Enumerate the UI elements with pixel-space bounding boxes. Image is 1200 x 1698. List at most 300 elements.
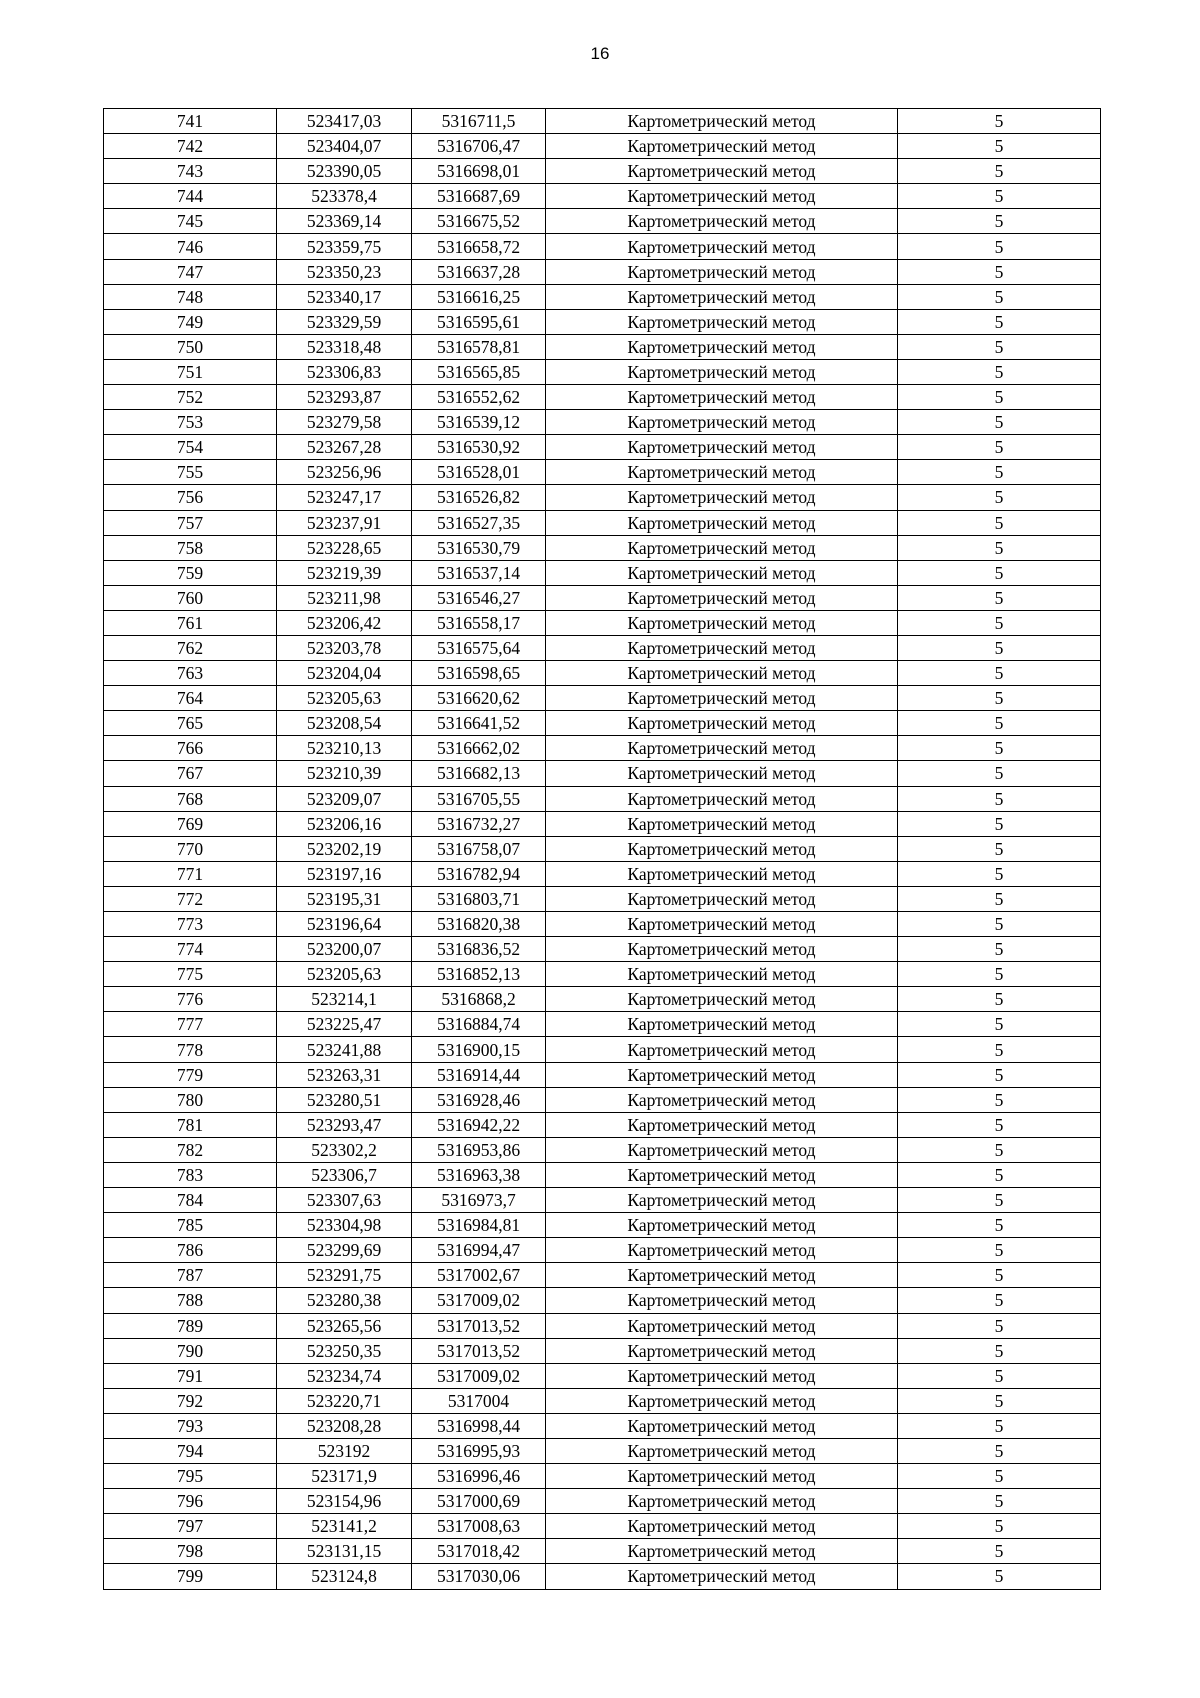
accuracy-cell: 5 [898, 761, 1101, 786]
y-coordinate-cell: 5316528,01 [412, 460, 546, 485]
table-row [104, 886, 1101, 911]
point-number-cell: 760 [104, 585, 277, 610]
method-cell: Картометрический метод [546, 610, 898, 635]
y-coordinate-cell: 5317013,52 [412, 1313, 546, 1338]
table-row [104, 1413, 1101, 1438]
table-row [104, 1313, 1101, 1338]
table-row [104, 661, 1101, 686]
point-number-cell: 756 [104, 485, 277, 510]
table-row [104, 736, 1101, 761]
y-coordinate-cell: 5316537,14 [412, 560, 546, 585]
accuracy-cell: 5 [898, 962, 1101, 987]
table-row [104, 334, 1101, 359]
y-coordinate-cell: 5317018,42 [412, 1539, 546, 1564]
y-coordinate-cell: 5316552,62 [412, 385, 546, 410]
table-row [104, 1489, 1101, 1514]
table-row [104, 811, 1101, 836]
y-coordinate-cell: 5316820,38 [412, 912, 546, 937]
x-coordinate-cell: 523214,1 [277, 987, 412, 1012]
y-coordinate-cell: 5316530,92 [412, 435, 546, 460]
table-row [104, 836, 1101, 861]
accuracy-cell: 5 [898, 259, 1101, 284]
method-cell: Картометрический метод [546, 234, 898, 259]
x-coordinate-cell: 523131,15 [277, 1539, 412, 1564]
y-coordinate-cell: 5316539,12 [412, 410, 546, 435]
point-number-cell: 793 [104, 1413, 277, 1438]
point-number-cell: 763 [104, 661, 277, 686]
y-coordinate-cell: 5317009,02 [412, 1363, 546, 1388]
point-number-cell: 774 [104, 937, 277, 962]
point-number-cell: 780 [104, 1087, 277, 1112]
point-number-cell: 768 [104, 786, 277, 811]
y-coordinate-cell: 5316984,81 [412, 1213, 546, 1238]
method-cell: Картометрический метод [546, 585, 898, 610]
accuracy-cell: 5 [898, 1288, 1101, 1313]
x-coordinate-cell: 523291,75 [277, 1263, 412, 1288]
table-row [104, 937, 1101, 962]
accuracy-cell: 5 [898, 1137, 1101, 1162]
table-row [104, 560, 1101, 585]
x-coordinate-cell: 523263,31 [277, 1062, 412, 1087]
method-cell: Картометрический метод [546, 962, 898, 987]
accuracy-cell: 5 [898, 836, 1101, 861]
x-coordinate-cell: 523220,71 [277, 1388, 412, 1413]
table-row [104, 510, 1101, 535]
accuracy-cell: 5 [898, 485, 1101, 510]
y-coordinate-cell: 5317009,02 [412, 1288, 546, 1313]
x-coordinate-cell: 523267,28 [277, 435, 412, 460]
table-row [104, 485, 1101, 510]
table-row [104, 1213, 1101, 1238]
accuracy-cell: 5 [898, 1087, 1101, 1112]
x-coordinate-cell: 523196,64 [277, 912, 412, 937]
point-number-cell: 775 [104, 962, 277, 987]
x-coordinate-cell: 523205,63 [277, 686, 412, 711]
method-cell: Картометрический метод [546, 309, 898, 334]
method-cell: Картометрический метод [546, 159, 898, 184]
x-coordinate-cell: 523306,83 [277, 359, 412, 384]
y-coordinate-cell: 5316682,13 [412, 761, 546, 786]
accuracy-cell: 5 [898, 1037, 1101, 1062]
method-cell: Картометрический метод [546, 1188, 898, 1213]
point-number-cell: 790 [104, 1338, 277, 1363]
method-cell: Картометрический метод [546, 209, 898, 234]
table-row [104, 1388, 1101, 1413]
table-row [104, 460, 1101, 485]
accuracy-cell: 5 [898, 1388, 1101, 1413]
accuracy-cell: 5 [898, 560, 1101, 585]
accuracy-cell: 5 [898, 284, 1101, 309]
method-cell: Картометрический метод [546, 1388, 898, 1413]
table-row [104, 1288, 1101, 1313]
table-row [104, 1564, 1101, 1589]
table-row [104, 359, 1101, 384]
accuracy-cell: 5 [898, 585, 1101, 610]
accuracy-cell: 5 [898, 184, 1101, 209]
x-coordinate-cell: 523211,98 [277, 585, 412, 610]
table-row [104, 912, 1101, 937]
y-coordinate-cell: 5317030,06 [412, 1564, 546, 1589]
y-coordinate-cell: 5316575,64 [412, 635, 546, 660]
y-coordinate-cell: 5316706,47 [412, 134, 546, 159]
point-number-cell: 743 [104, 159, 277, 184]
table-row [104, 259, 1101, 284]
method-cell: Картометрический метод [546, 1313, 898, 1338]
y-coordinate-cell: 5316803,71 [412, 886, 546, 911]
point-number-cell: 782 [104, 1137, 277, 1162]
y-coordinate-cell: 5316836,52 [412, 937, 546, 962]
table-row [104, 1464, 1101, 1489]
method-cell: Картометрический метод [546, 886, 898, 911]
table-row [104, 1539, 1101, 1564]
table-row [104, 1062, 1101, 1087]
table-row [104, 109, 1101, 134]
method-cell: Картометрический метод [546, 1012, 898, 1037]
point-number-cell: 786 [104, 1238, 277, 1263]
table-row [104, 209, 1101, 234]
y-coordinate-cell: 5316526,82 [412, 485, 546, 510]
x-coordinate-cell: 523195,31 [277, 886, 412, 911]
accuracy-cell: 5 [898, 987, 1101, 1012]
table-row [104, 761, 1101, 786]
point-number-cell: 798 [104, 1539, 277, 1564]
method-cell: Картометрический метод [546, 1514, 898, 1539]
accuracy-cell: 5 [898, 736, 1101, 761]
coordinates-table [103, 108, 1101, 1590]
point-number-cell: 779 [104, 1062, 277, 1087]
method-cell: Картометрический метод [546, 259, 898, 284]
accuracy-cell: 5 [898, 1263, 1101, 1288]
y-coordinate-cell: 5316637,28 [412, 259, 546, 284]
y-coordinate-cell: 5316868,2 [412, 987, 546, 1012]
point-number-cell: 742 [104, 134, 277, 159]
point-number-cell: 789 [104, 1313, 277, 1338]
method-cell: Картометрический метод [546, 1162, 898, 1187]
table-row [104, 1137, 1101, 1162]
method-cell: Картометрический метод [546, 535, 898, 560]
accuracy-cell: 5 [898, 1112, 1101, 1137]
method-cell: Картометрический метод [546, 711, 898, 736]
point-number-cell: 757 [104, 510, 277, 535]
table-row [104, 1338, 1101, 1363]
point-number-cell: 776 [104, 987, 277, 1012]
table-row [104, 1162, 1101, 1187]
x-coordinate-cell: 523200,07 [277, 937, 412, 962]
point-number-cell: 791 [104, 1363, 277, 1388]
method-cell: Картометрический метод [546, 1564, 898, 1589]
method-cell: Картометрический метод [546, 184, 898, 209]
x-coordinate-cell: 523234,74 [277, 1363, 412, 1388]
method-cell: Картометрический метод [546, 761, 898, 786]
table-row [104, 309, 1101, 334]
x-coordinate-cell: 523197,16 [277, 861, 412, 886]
point-number-cell: 777 [104, 1012, 277, 1037]
point-number-cell: 745 [104, 209, 277, 234]
accuracy-cell: 5 [898, 1162, 1101, 1187]
x-coordinate-cell: 523280,51 [277, 1087, 412, 1112]
x-coordinate-cell: 523390,05 [277, 159, 412, 184]
accuracy-cell: 5 [898, 1539, 1101, 1564]
accuracy-cell: 5 [898, 410, 1101, 435]
x-coordinate-cell: 523302,2 [277, 1137, 412, 1162]
point-number-cell: 755 [104, 460, 277, 485]
point-number-cell: 744 [104, 184, 277, 209]
accuracy-cell: 5 [898, 460, 1101, 485]
table-row [104, 610, 1101, 635]
x-coordinate-cell: 523141,2 [277, 1514, 412, 1539]
table-row [104, 1363, 1101, 1388]
accuracy-cell: 5 [898, 1464, 1101, 1489]
point-number-cell: 788 [104, 1288, 277, 1313]
y-coordinate-cell: 5316711,5 [412, 109, 546, 134]
table-row [104, 535, 1101, 560]
y-coordinate-cell: 5316658,72 [412, 234, 546, 259]
method-cell: Картометрический метод [546, 560, 898, 585]
table-row [104, 284, 1101, 309]
accuracy-cell: 5 [898, 109, 1101, 134]
point-number-cell: 767 [104, 761, 277, 786]
table-row [104, 987, 1101, 1012]
x-coordinate-cell: 523417,03 [277, 109, 412, 134]
method-cell: Картометрический метод [546, 635, 898, 660]
method-cell: Картометрический метод [546, 1062, 898, 1087]
method-cell: Картометрический метод [546, 736, 898, 761]
table-row [104, 1514, 1101, 1539]
point-number-cell: 773 [104, 912, 277, 937]
x-coordinate-cell: 523306,7 [277, 1162, 412, 1187]
method-cell: Картометрический метод [546, 937, 898, 962]
point-number-cell: 771 [104, 861, 277, 886]
y-coordinate-cell: 5316973,7 [412, 1188, 546, 1213]
accuracy-cell: 5 [898, 610, 1101, 635]
x-coordinate-cell: 523124,8 [277, 1564, 412, 1589]
y-coordinate-cell: 5316620,62 [412, 686, 546, 711]
y-coordinate-cell: 5316595,61 [412, 309, 546, 334]
x-coordinate-cell: 523241,88 [277, 1037, 412, 1062]
point-number-cell: 747 [104, 259, 277, 284]
point-number-cell: 769 [104, 811, 277, 836]
x-coordinate-cell: 523210,39 [277, 761, 412, 786]
accuracy-cell: 5 [898, 359, 1101, 384]
method-cell: Картометрический метод [546, 1413, 898, 1438]
accuracy-cell: 5 [898, 1012, 1101, 1037]
x-coordinate-cell: 523208,28 [277, 1413, 412, 1438]
table-row [104, 1112, 1101, 1137]
y-coordinate-cell: 5316732,27 [412, 811, 546, 836]
accuracy-cell: 5 [898, 510, 1101, 535]
point-number-cell: 796 [104, 1489, 277, 1514]
x-coordinate-cell: 523293,87 [277, 385, 412, 410]
y-coordinate-cell: 5316995,93 [412, 1438, 546, 1463]
point-number-cell: 785 [104, 1213, 277, 1238]
x-coordinate-cell: 523225,47 [277, 1012, 412, 1037]
x-coordinate-cell: 523378,4 [277, 184, 412, 209]
table-row [104, 1238, 1101, 1263]
y-coordinate-cell: 5316705,55 [412, 786, 546, 811]
point-number-cell: 764 [104, 686, 277, 711]
x-coordinate-cell: 523256,96 [277, 460, 412, 485]
accuracy-cell: 5 [898, 435, 1101, 460]
y-coordinate-cell: 5317002,67 [412, 1263, 546, 1288]
x-coordinate-cell: 523359,75 [277, 234, 412, 259]
y-coordinate-cell: 5316687,69 [412, 184, 546, 209]
method-cell: Картометрический метод [546, 1288, 898, 1313]
x-coordinate-cell: 523318,48 [277, 334, 412, 359]
x-coordinate-cell: 523250,35 [277, 1338, 412, 1363]
y-coordinate-cell: 5316675,52 [412, 209, 546, 234]
method-cell: Картометрический метод [546, 1137, 898, 1162]
y-coordinate-cell: 5316884,74 [412, 1012, 546, 1037]
point-number-cell: 778 [104, 1037, 277, 1062]
accuracy-cell: 5 [898, 861, 1101, 886]
x-coordinate-cell: 523206,42 [277, 610, 412, 635]
y-coordinate-cell: 5316914,44 [412, 1062, 546, 1087]
method-cell: Картометрический метод [546, 861, 898, 886]
method-cell: Картометрический метод [546, 1438, 898, 1463]
x-coordinate-cell: 523205,63 [277, 962, 412, 987]
point-number-cell: 741 [104, 109, 277, 134]
accuracy-cell: 5 [898, 209, 1101, 234]
y-coordinate-cell: 5316598,65 [412, 661, 546, 686]
x-coordinate-cell: 523219,39 [277, 560, 412, 585]
point-number-cell: 754 [104, 435, 277, 460]
accuracy-cell: 5 [898, 234, 1101, 259]
method-cell: Картометрический метод [546, 912, 898, 937]
x-coordinate-cell: 523404,07 [277, 134, 412, 159]
point-number-cell: 748 [104, 284, 277, 309]
method-cell: Картометрический метод [546, 334, 898, 359]
method-cell: Картометрический метод [546, 1037, 898, 1062]
accuracy-cell: 5 [898, 635, 1101, 660]
point-number-cell: 749 [104, 309, 277, 334]
y-coordinate-cell: 5316963,38 [412, 1162, 546, 1187]
table-row [104, 1263, 1101, 1288]
accuracy-cell: 5 [898, 811, 1101, 836]
method-cell: Картометрический метод [546, 1112, 898, 1137]
x-coordinate-cell: 523299,69 [277, 1238, 412, 1263]
y-coordinate-cell: 5316578,81 [412, 334, 546, 359]
y-coordinate-cell: 5316852,13 [412, 962, 546, 987]
table-row [104, 410, 1101, 435]
table-row [104, 1087, 1101, 1112]
point-number-cell: 765 [104, 711, 277, 736]
point-number-cell: 762 [104, 635, 277, 660]
accuracy-cell: 5 [898, 1363, 1101, 1388]
point-number-cell: 783 [104, 1162, 277, 1187]
table-row [104, 1188, 1101, 1213]
method-cell: Картометрический метод [546, 485, 898, 510]
x-coordinate-cell: 523192 [277, 1438, 412, 1463]
accuracy-cell: 5 [898, 385, 1101, 410]
x-coordinate-cell: 523204,04 [277, 661, 412, 686]
x-coordinate-cell: 523210,13 [277, 736, 412, 761]
y-coordinate-cell: 5317008,63 [412, 1514, 546, 1539]
method-cell: Картометрический метод [546, 385, 898, 410]
accuracy-cell: 5 [898, 134, 1101, 159]
point-number-cell: 781 [104, 1112, 277, 1137]
y-coordinate-cell: 5316565,85 [412, 359, 546, 384]
accuracy-cell: 5 [898, 711, 1101, 736]
table-row [104, 1012, 1101, 1037]
y-coordinate-cell: 5316558,17 [412, 610, 546, 635]
method-cell: Картометрический метод [546, 1539, 898, 1564]
x-coordinate-cell: 523279,58 [277, 410, 412, 435]
table-row [104, 1037, 1101, 1062]
x-coordinate-cell: 523203,78 [277, 635, 412, 660]
table-row [104, 184, 1101, 209]
y-coordinate-cell: 5316616,25 [412, 284, 546, 309]
x-coordinate-cell: 523369,14 [277, 209, 412, 234]
x-coordinate-cell: 523293,47 [277, 1112, 412, 1137]
coordinates-table-body [104, 109, 1101, 1590]
table-row [104, 861, 1101, 886]
accuracy-cell: 5 [898, 786, 1101, 811]
x-coordinate-cell: 523247,17 [277, 485, 412, 510]
point-number-cell: 792 [104, 1388, 277, 1413]
x-coordinate-cell: 523171,9 [277, 1464, 412, 1489]
x-coordinate-cell: 523304,98 [277, 1213, 412, 1238]
method-cell: Картометрический метод [546, 134, 898, 159]
page-number: 16 [590, 44, 610, 63]
y-coordinate-cell: 5316530,79 [412, 535, 546, 560]
y-coordinate-cell: 5316953,86 [412, 1137, 546, 1162]
x-coordinate-cell: 523340,17 [277, 284, 412, 309]
method-cell: Картометрический метод [546, 435, 898, 460]
accuracy-cell: 5 [898, 309, 1101, 334]
accuracy-cell: 5 [898, 1338, 1101, 1363]
point-number-cell: 770 [104, 836, 277, 861]
point-number-cell: 795 [104, 1464, 277, 1489]
accuracy-cell: 5 [898, 1514, 1101, 1539]
method-cell: Картометрический метод [546, 686, 898, 711]
method-cell: Картометрический метод [546, 1238, 898, 1263]
table-row [104, 711, 1101, 736]
method-cell: Картометрический метод [546, 811, 898, 836]
accuracy-cell: 5 [898, 661, 1101, 686]
y-coordinate-cell: 5316994,47 [412, 1238, 546, 1263]
y-coordinate-cell: 5317004 [412, 1388, 546, 1413]
table-row [104, 234, 1101, 259]
table-row [104, 635, 1101, 660]
point-number-cell: 784 [104, 1188, 277, 1213]
point-number-cell: 750 [104, 334, 277, 359]
table-row [104, 159, 1101, 184]
y-coordinate-cell: 5316527,35 [412, 510, 546, 535]
y-coordinate-cell: 5316662,02 [412, 736, 546, 761]
y-coordinate-cell: 5317000,69 [412, 1489, 546, 1514]
method-cell: Картометрический метод [546, 786, 898, 811]
point-number-cell: 758 [104, 535, 277, 560]
table-row [104, 962, 1101, 987]
x-coordinate-cell: 523208,54 [277, 711, 412, 736]
point-number-cell: 753 [104, 410, 277, 435]
method-cell: Картометрический метод [546, 987, 898, 1012]
x-coordinate-cell: 523350,23 [277, 259, 412, 284]
method-cell: Картометрический метод [546, 1489, 898, 1514]
method-cell: Картометрический метод [546, 1464, 898, 1489]
table-row [104, 585, 1101, 610]
point-number-cell: 794 [104, 1438, 277, 1463]
point-number-cell: 787 [104, 1263, 277, 1288]
method-cell: Картометрический метод [546, 661, 898, 686]
y-coordinate-cell: 5316698,01 [412, 159, 546, 184]
accuracy-cell: 5 [898, 937, 1101, 962]
accuracy-cell: 5 [898, 1062, 1101, 1087]
method-cell: Картометрический метод [546, 836, 898, 861]
y-coordinate-cell: 5316900,15 [412, 1037, 546, 1062]
table-row [104, 385, 1101, 410]
accuracy-cell: 5 [898, 1489, 1101, 1514]
